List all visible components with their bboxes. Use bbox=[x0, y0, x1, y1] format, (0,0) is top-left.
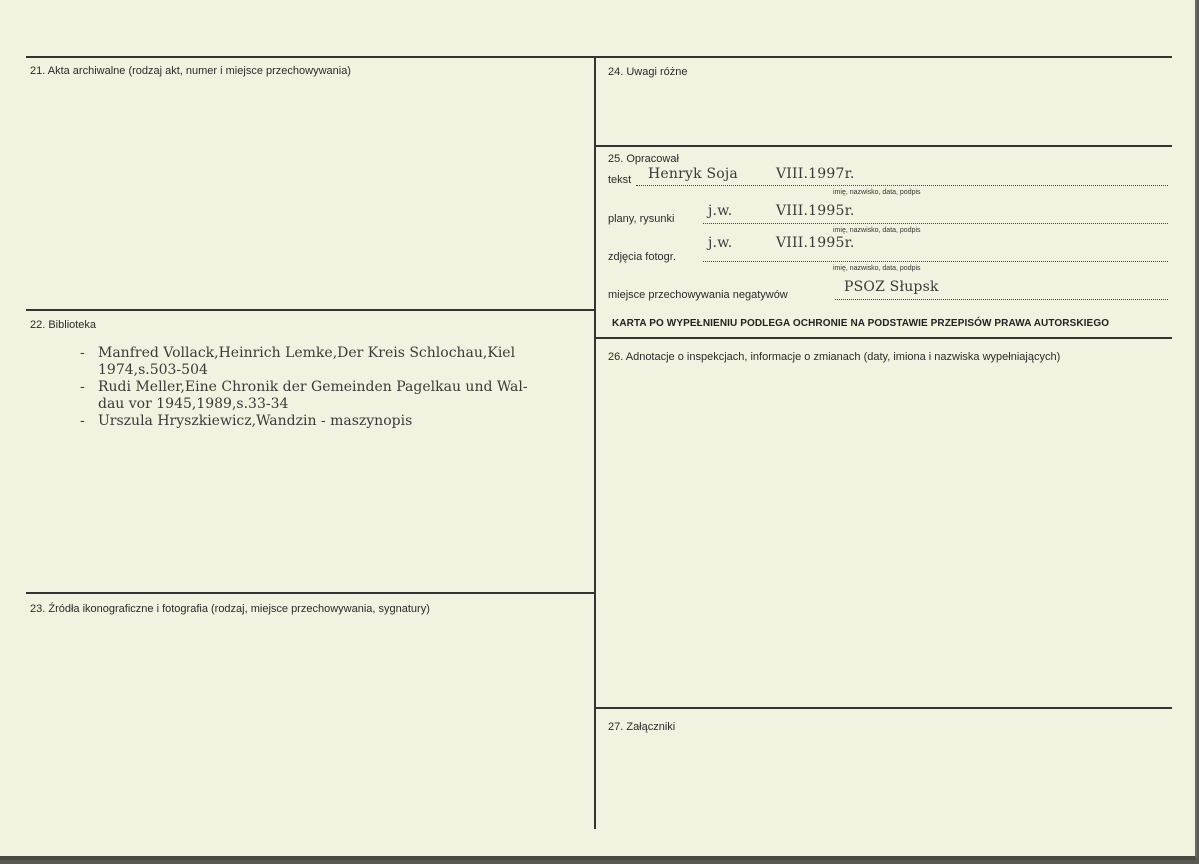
rule-21-22 bbox=[26, 309, 595, 311]
bibliography-list bbox=[80, 345, 528, 430]
tekst-caption: imię, nazwisko, data, podpis bbox=[833, 189, 921, 196]
plany-caption: imię, nazwisko, data, podpis bbox=[833, 227, 921, 234]
bibliography-item: - Urszula Hryszkiewicz,Wandzin - maszynopis bbox=[80, 413, 413, 429]
section-25-label: 25. Opracował bbox=[608, 153, 679, 165]
negatywy-value: PSOZ Słupsk bbox=[844, 279, 939, 295]
bibliography-item: - Rudi Meller,Eine Chronik der Gemeinden Pagelkau und Wal- dau vor 1945,1989,s.33-34 bbox=[80, 379, 528, 412]
rule-25-26 bbox=[596, 337, 1172, 339]
section-23-label: 23. Źródła ikonograficzne i fotografia (rodzaj, miejsce przechowywania, sygnatury) bbox=[30, 603, 430, 615]
plany-date: VIII.1995r. bbox=[776, 203, 855, 219]
tekst-label: tekst bbox=[608, 174, 632, 186]
zdjecia-author: j.w. bbox=[708, 235, 733, 251]
plany-author: j.w. bbox=[708, 203, 733, 219]
bibliography-item: - Manfred Vollack,Heinrich Lemke,Der Kreis Schlochau,Kiel 1974,s.503-504 bbox=[80, 345, 516, 378]
plany-label: plany, rysunki bbox=[608, 213, 675, 225]
top-rule bbox=[26, 56, 1172, 58]
zdjecia-line bbox=[703, 261, 1168, 262]
column-divider bbox=[594, 56, 596, 829]
rule-22-23 bbox=[26, 592, 595, 594]
section-24-label: 24. Uwagi różne bbox=[608, 66, 688, 78]
plany-line bbox=[703, 223, 1168, 224]
zdjecia-caption: imię, nazwisko, data, podpis bbox=[833, 265, 921, 272]
tekst-date: VIII.1997r. bbox=[776, 166, 855, 182]
rule-26-27 bbox=[596, 707, 1172, 709]
copyright-notice: KARTA PO WYPEŁNIENIU PODLEGA OCHRONIE NA PODSTAWIE PRZEPISÓW PRAWA AUTORSKIEGO bbox=[612, 318, 1110, 329]
section-26-label: 26. Adnotacje o inspekcjach, informacje o zmianach (daty, imiona i nazwiska wypełniających) bbox=[608, 351, 1061, 363]
negatywy-label: miejsce przechowywania negatywów bbox=[608, 289, 788, 301]
section-27-label: 27. Załączniki bbox=[608, 721, 676, 733]
negatywy-line bbox=[835, 299, 1168, 300]
tekst-line bbox=[636, 185, 1168, 186]
rule-24-25 bbox=[596, 145, 1172, 147]
section-22-label: 22. Biblioteka bbox=[30, 319, 97, 331]
section-21-label: 21. Akta archiwalne (rodzaj akt, numer i miejsce przechowywania) bbox=[30, 65, 351, 77]
zdjecia-date: VIII.1995r. bbox=[776, 235, 855, 251]
zdjecia-label: zdjęcia fotogr. bbox=[608, 251, 676, 263]
tekst-author: Henryk Soja bbox=[648, 166, 738, 182]
